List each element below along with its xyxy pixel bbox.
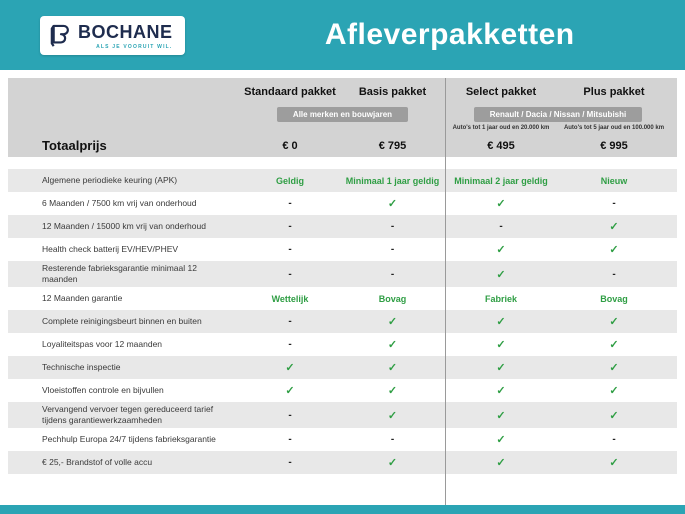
- table-row: [8, 428, 677, 451]
- feature-label: Vloeistoffen controle en bijvullen: [42, 385, 164, 396]
- feature-value: Minimaal 1 jaar geldig: [345, 175, 440, 186]
- column-subnote-plus: Auto's tot 5 jaar oud en 100.000 km: [563, 125, 665, 131]
- total-price-standaard: € 0: [282, 139, 298, 152]
- brand-tagline: ALS JE VOORUIT WIL.: [96, 43, 173, 50]
- feature-value: -: [612, 198, 616, 209]
- feature-value: ✓: [496, 316, 506, 329]
- feature-label: Technische inspectie: [42, 362, 121, 373]
- table-row: [8, 238, 677, 261]
- badge-alle-merken: Alle merken en bouwjaren: [277, 107, 408, 122]
- feature-value: ✓: [496, 198, 506, 210]
- table-row: [8, 169, 677, 192]
- feature-value: -: [390, 434, 395, 446]
- feature-value: ✓: [496, 457, 506, 470]
- table-row: [8, 402, 677, 428]
- feature-value: ✓: [496, 339, 506, 352]
- feature-value: ✓: [609, 316, 619, 329]
- feature-value: Bovag: [378, 293, 407, 304]
- feature-value: ✓: [387, 457, 398, 470]
- header-bar: [0, 0, 685, 70]
- badge-group-all-brands-wrap: [240, 104, 445, 122]
- feature-value: ✓: [609, 362, 619, 375]
- feature-value: ✓: [609, 244, 619, 256]
- feature-label: Complete reinigingsbeurt binnen en buiten: [42, 316, 202, 327]
- feature-value: ✓: [609, 339, 619, 352]
- feature-value: -: [288, 409, 292, 421]
- feature-value: Wettelijk: [271, 293, 309, 304]
- table-header-band: [8, 78, 677, 157]
- table-row: [8, 379, 677, 402]
- feature-value: -: [288, 434, 292, 446]
- feature-value: -: [288, 268, 292, 280]
- feature-value: ✓: [285, 362, 295, 375]
- column-group-divider: [445, 78, 446, 505]
- page-title: Afleverpakketten: [324, 18, 575, 51]
- brand-name: BOCHANE: [78, 21, 173, 42]
- table-row: [8, 451, 677, 474]
- feature-value: ✓: [387, 316, 398, 329]
- total-price-plus: € 995: [600, 139, 628, 152]
- feature-value: ✓: [387, 409, 398, 422]
- column-subnotes-row: [8, 122, 677, 134]
- group-badges-row: [8, 104, 677, 122]
- feature-value: -: [288, 316, 292, 328]
- feature-label: Pechhulp Europa 24/7 tijdens fabrieksgarantie: [42, 434, 216, 445]
- feature-label: Algemene periodieke keuring (APK): [42, 174, 178, 185]
- feature-value: -: [288, 221, 292, 232]
- column-header-select: Select pakket: [465, 86, 537, 98]
- feature-value: -: [612, 268, 616, 280]
- brand-text: [78, 23, 173, 50]
- total-price-basis: € 795: [378, 139, 407, 152]
- table-row: [8, 310, 677, 333]
- feature-value: -: [288, 339, 292, 351]
- feature-value: ✓: [496, 409, 506, 422]
- feature-value: ✓: [387, 339, 398, 352]
- feature-label: Vervangend vervoer tegen gereduceerd tarief tijdens garantiewerkzaamheden: [42, 404, 214, 426]
- feature-rows: [8, 169, 677, 474]
- table-row: [8, 356, 677, 379]
- packages-table: [8, 78, 677, 505]
- feature-label: 6 Maanden / 7500 km vrij van onderhoud: [42, 197, 197, 208]
- feature-label: € 25,- Brandstof of volle accu: [42, 457, 153, 468]
- feature-value: Geldig: [275, 175, 304, 186]
- table-row: [8, 287, 677, 310]
- feature-value: -: [288, 198, 292, 209]
- total-price-select: € 495: [487, 139, 515, 152]
- feature-value: -: [390, 268, 395, 280]
- total-price-row: [8, 134, 677, 157]
- column-header-plus: Plus pakket: [583, 86, 645, 98]
- feature-value: -: [390, 244, 395, 255]
- feature-value: -: [390, 221, 395, 232]
- feature-value: ✓: [387, 362, 398, 375]
- feature-value: Bovag: [600, 293, 628, 304]
- column-subnote-select: Auto's tot 1 jaar oud en 20.000 km: [452, 125, 550, 131]
- feature-label: 12 Maanden garantie: [42, 293, 123, 304]
- table-row: [8, 261, 677, 287]
- table-row: [8, 333, 677, 356]
- feature-value: ✓: [387, 198, 398, 210]
- feature-value: Minimaal 2 jaar geldig: [454, 175, 548, 186]
- footer-accent-bar: [0, 505, 685, 514]
- feature-label: 12 Maanden / 15000 km vrij van onderhoud: [42, 220, 206, 231]
- feature-value: ✓: [496, 434, 506, 447]
- feature-label: Loyaliteitspas voor 12 maanden: [42, 339, 163, 350]
- table-row: [8, 192, 677, 215]
- feature-value: ✓: [496, 268, 506, 281]
- feature-value: ✓: [496, 362, 506, 375]
- feature-label: Resterende fabrieksgarantie minimaal 12 maanden: [42, 263, 197, 285]
- feature-value: ✓: [609, 457, 619, 470]
- feature-value: Fabriek: [484, 293, 517, 304]
- badge-group-brands-wrap: [445, 104, 671, 122]
- bochane-logo-icon: [50, 23, 72, 49]
- column-headers-row: [8, 80, 677, 104]
- feature-value: -: [612, 434, 616, 446]
- column-header-standaard: Standaard pakket: [244, 86, 336, 98]
- total-price-label: Totaalprijs: [42, 138, 107, 153]
- feature-value: ✓: [609, 221, 619, 233]
- feature-value: ✓: [609, 385, 619, 398]
- feature-value: ✓: [609, 409, 619, 422]
- feature-value: ✓: [285, 385, 295, 398]
- feature-value: Nieuw: [600, 175, 628, 186]
- table-row: [8, 215, 677, 238]
- badge-renault-dacia-nissan-mitsubishi: Renault / Dacia / Nissan / Mitsubishi: [474, 107, 642, 122]
- feature-value: -: [288, 244, 292, 255]
- feature-value: ✓: [496, 244, 506, 256]
- feature-value: ✓: [496, 385, 506, 398]
- feature-value: ✓: [387, 385, 398, 398]
- column-header-basis: Basis pakket: [358, 86, 427, 98]
- header-rows-gap: [8, 157, 677, 169]
- feature-label: Health check batterij EV/HEV/PHEV: [42, 243, 179, 254]
- bochane-logo: [40, 16, 185, 55]
- feature-value: -: [288, 457, 292, 469]
- feature-value: -: [499, 221, 503, 232]
